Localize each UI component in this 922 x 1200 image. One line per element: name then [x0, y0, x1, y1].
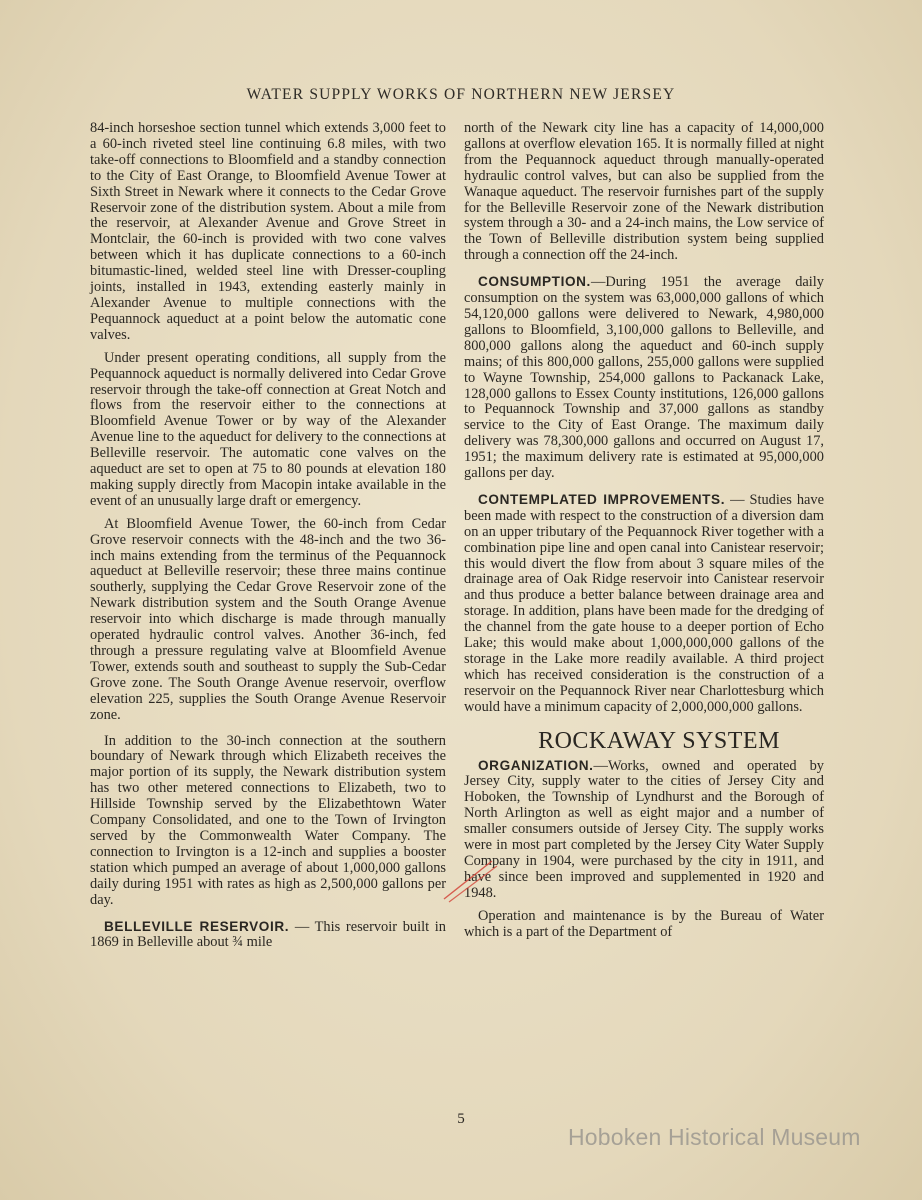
consumption-heading: CONSUMPTION.: [478, 274, 591, 290]
organization-heading: ORGANIZATION.: [478, 757, 594, 773]
page-number: 5: [457, 1111, 465, 1127]
paragraph-connections: In addition to the 30-inch connection at the southern boundary of Newark through which Elizabeth receives the major portion of its supply, the Newark distribution system has two other metered connections to Elizabeth, two to Hillside Township served by the Elizabethtown Water Company Consolidated, and one to the Town of Irvington served by the Commonwealth Water Company. The connection to Irvington is a 12-inch and supplies a booster station which pumped an average of about 1,000,000 gallons daily during 1951 with rates as high as 2,500,000 gallons per day.: [90, 732, 446, 908]
red-pen-mark-icon: [440, 855, 500, 905]
left-column: [90, 121, 446, 958]
consumption-text: —During 1951 the average daily consumption on the system was 63,000,000 gallons of which 54,120,000 gallons were delivered to Newark, 4,980,000 gallons to Bloomfield, 3,100,000 gallons to Belleville, and 800,000 gallons along the aqueduct and 60-inch supply mains; of this 800,000 gallons, 255,000 gallons were supplied to Wayne Township, 254,000 gallons to Packanack Lake, 128,000 gallons to Essex County institutions, 126,000 gallons to Pequannock Township and 37,000 gallons as standby service to the City of East Orange. The maximum daily delivery was 78,300,000 gallons and occurred on August 17, 1951; the maximum delivery rate is estimated at 95,000,000 gallons per day.: [464, 274, 824, 482]
paragraph-operation: Operation and maintenance is by the Bureau of Water which is a part of the Department of: [464, 907, 824, 940]
belleville-reservoir-text: — This reservoir built in 1869 in Belleville about ¾ mile: [90, 918, 446, 951]
paragraph-bloomfield-tower: At Bloomfield Avenue Tower, the 60-inch from Cedar Grove reservoir connects with the 48-inch and the two 36-inch mains extending from the terminus of the Pequannock aqueduct at Belleville reservoir; these three mains continue southerly, supplying the Cedar Grove Reservoir zone of the Newark distribution system and the South Orange Avenue reservoir into which discharge is made through manually operated hydraulic control valves. Another 36-inch, fed through a pressure regulating valve at Bloomfield Avenue Tower, extends south and southeast to supply the Sub-Cedar Grove zone. The South Orange Avenue reservoir, overflow elevation 225, supplies the South Orange Avenue Reservoir zone.: [90, 515, 446, 723]
running-header: WATER SUPPLY WORKS OF NORTHERN NEW JERSEY: [246, 86, 676, 103]
improvements-text: — Studies have been made with respect to the construction of a diversion dam on an upper tributary of the Pequannock River together with a combination pipe line and open canal into Canistear reservoir; this would divert the flow from about 3 square miles of the drainage area of Oak Ridge reservoir into Canistear reservoir and thus produce a better balance between drainage area and storage. In addition, plans have been made for the dredging of the channel from the gate house to a deeper portion of Echo Lake; this would make about 1,000,000,000 gallons of the storage in the Lake more readily available. A third project which has received consideration is the construction of a reservoir on the Pequannock River near Charlottesburg which would have a minimum capacity of 2,000,000,000 gallons.: [464, 491, 824, 715]
belleville-reservoir-heading: BELLEVILLE RESERVOIR.: [104, 918, 290, 934]
right-column: [464, 121, 824, 948]
paragraph-operating-conditions: Under present operating conditions, all supply from the Pequannock aqueduct is normally delivered into Cedar Grove reservoir through the take-off connection at Great Notch and flows from the reservoir either to the connections at Bloomfield Avenue Tower or by way of the Alexander Avenue line to the aqueduct for delivery to the connections at Belleville reservoir. The automatic cone valves on the aqueduct are set to open at 75 to 80 pounds at elevation 180 making supply directly from Macopin intake available in the event of an unusually large draft or emergency.: [90, 349, 446, 509]
organization-text: —Works, owned and operated by Jersey City, supply water to the cities of Jersey City and Hoboken, the Township of Lyndhurst and the Borough of North Arlington as well as eight major and a number of smaller consumers outside of Jersey City. The supply works were in most part completed by the Jersey City Water Supply Company in 1904, were purchased by the city in 1911, and have since been improved and supplemented in 1920 and 1948.: [464, 757, 824, 901]
improvements-heading: CONTEMPLATED IMPROVEMENTS.: [478, 491, 726, 507]
paragraph-belleville-continued: north of the Newark city line has a capacity of 14,000,000 gallons at overflow elevation 165. It is normally filled at night from the Pequannock aqueduct through manually-operated hydraulic control valves, but can also be supplied from the Wanaque aqueduct. The reservoir furnishes part of the supply for the Belleville Reservoir zone of the Newark distribution system through a 30- and a 24-inch mains, the Low service of the Town of Belleville distribution system being supplied through a connection off the 24-inch.: [464, 120, 824, 264]
paragraph-belleville-reservoir: [90, 919, 446, 952]
paragraph-improvements: [464, 492, 824, 716]
section-title-rockaway: ROCKAWAY SYSTEM: [538, 727, 780, 754]
paragraph-consumption: [464, 274, 824, 482]
paragraph-tunnel: 84-inch horseshoe section tunnel which extends 3,000 feet to a 60-inch riveted steel line continuing 6.8 miles, with two take-off connections to Bloomfield and a standby connection to the City of East Orange, to Bloomfield Avenue Tower at Sixth Street in Newark where it connects to the Cedar Grove Reservoir zone of the distribution system. About a mile from the reservoir, at Alexander Avenue and Grove Street in Montclair, the 60-inch is provided with two cone valves between which it has duplicate connections to a 60-inch bitumastic-lined, welded steel line with Dresser-coupling joints, installed in 1943, extending easterly mainly in Alexander Avenue to multiple connections with the Pequannock aqueduct at a point below the automatic cone valves.: [90, 120, 446, 343]
watermark-text: Hoboken Historical Museum: [568, 1124, 861, 1150]
paragraph-organization: [464, 758, 824, 902]
